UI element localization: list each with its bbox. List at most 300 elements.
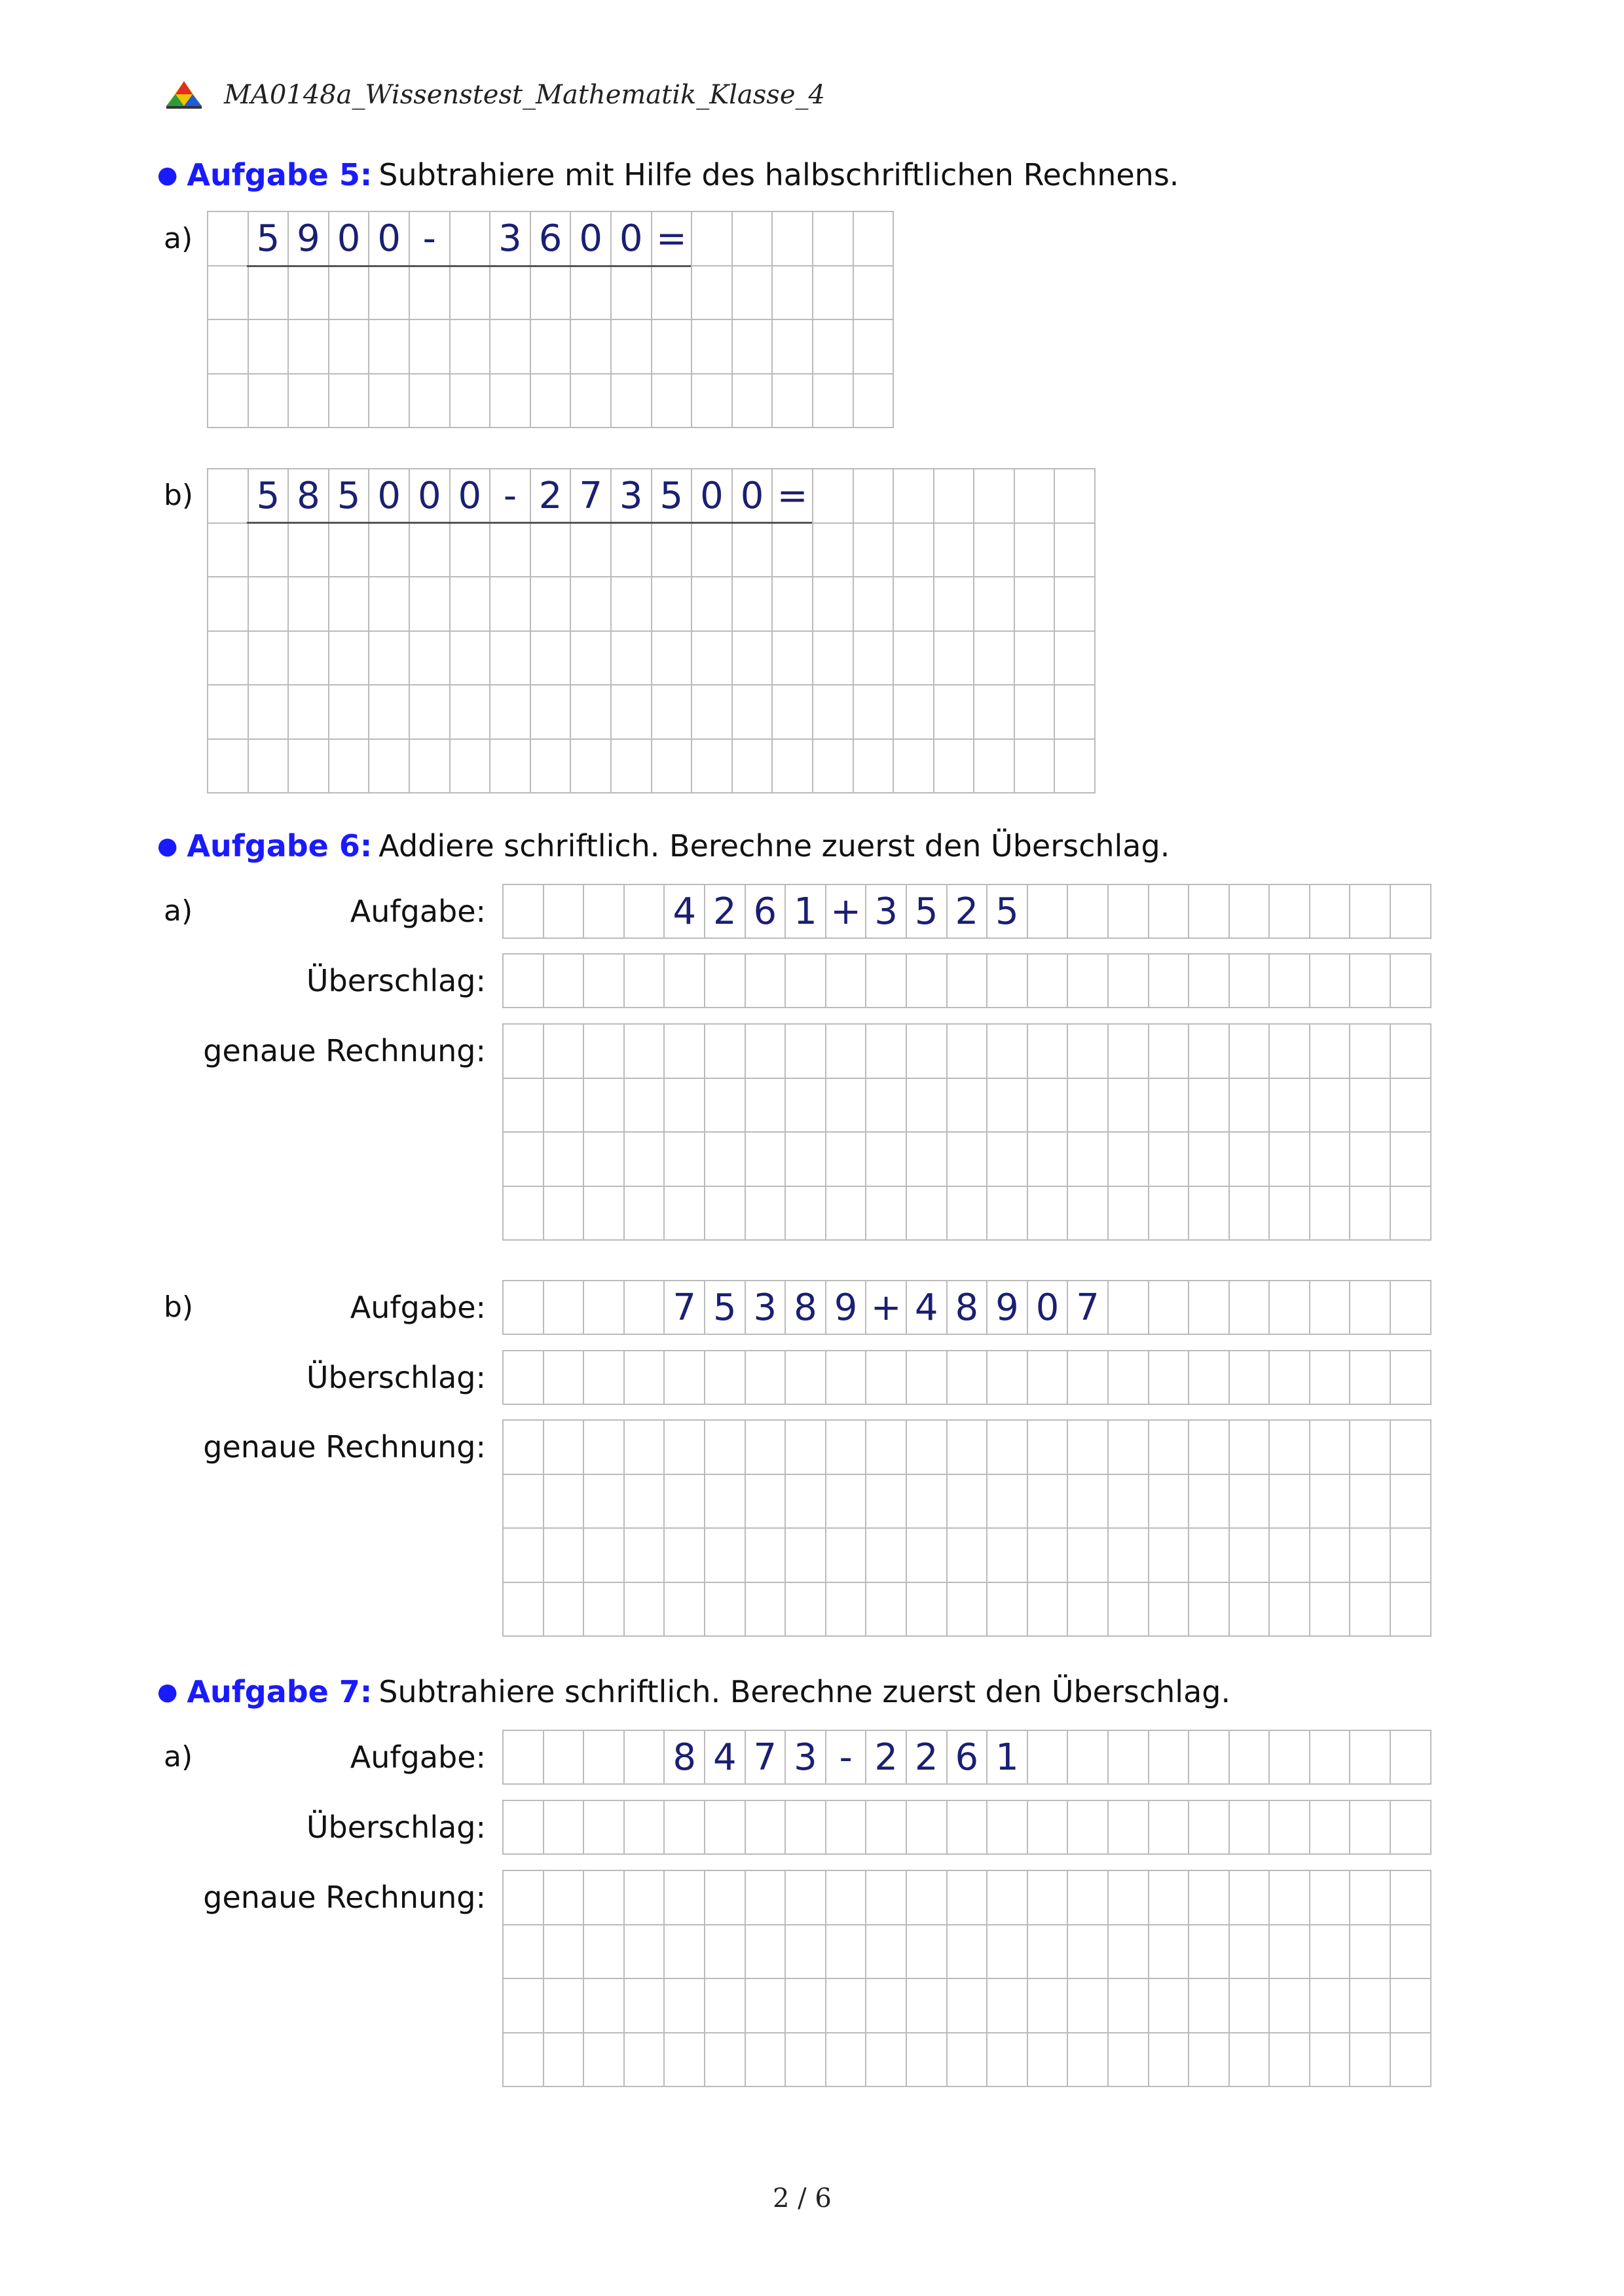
grid-cell[interactable] (504, 1133, 544, 1187)
grid-cell[interactable] (625, 2033, 665, 2088)
grid-cell[interactable] (1109, 1801, 1149, 1855)
grid-cell[interactable] (854, 524, 895, 578)
grid-cell[interactable] (1068, 1351, 1109, 1405)
grid-cell[interactable] (249, 524, 289, 578)
grid-cell[interactable]: - (826, 1731, 867, 1785)
grid-cell[interactable] (410, 632, 451, 686)
grid-cell[interactable] (1068, 885, 1109, 939)
grid-cell[interactable] (410, 685, 451, 740)
grid-cell[interactable] (826, 2033, 867, 2088)
grid-cell[interactable] (504, 1281, 544, 1335)
grid-cell[interactable] (705, 1871, 746, 1925)
grid-cell[interactable]: 0 (369, 469, 410, 524)
grid-cell[interactable] (451, 685, 491, 740)
grid-cell[interactable] (329, 740, 370, 794)
grid-cell[interactable] (1391, 1187, 1431, 1241)
grid-cell[interactable] (907, 1187, 948, 1241)
grid-cell[interactable] (625, 885, 665, 939)
grid-cell[interactable] (1068, 1475, 1109, 1529)
grid-cell[interactable] (894, 524, 934, 578)
grid-cell[interactable] (1109, 1979, 1149, 2033)
grid-cell[interactable] (866, 1421, 907, 1475)
grid-cell[interactable] (866, 1871, 907, 1925)
grid-cell[interactable] (786, 1133, 826, 1187)
grid-cell[interactable] (1270, 1925, 1310, 1980)
grid-cell[interactable] (1391, 1475, 1431, 1529)
grid-cell[interactable]: 5 (987, 885, 1028, 939)
grid-cell[interactable] (490, 577, 531, 632)
grid-cell[interactable] (1068, 1871, 1109, 1925)
grid-cell[interactable] (786, 1475, 826, 1529)
grid-cell[interactable] (612, 577, 652, 632)
grid-cell[interactable] (746, 1421, 786, 1475)
grid-cell[interactable] (504, 1025, 544, 1079)
grid-cell[interactable] (854, 740, 895, 794)
grid-cell[interactable] (866, 1801, 907, 1855)
grid-cell[interactable]: - (490, 469, 531, 524)
grid-cell[interactable] (813, 740, 854, 794)
grid-cell[interactable] (625, 955, 665, 1008)
grid-cell[interactable] (826, 1801, 867, 1855)
grid-cell[interactable] (974, 685, 1015, 740)
grid-cell[interactable] (1391, 1871, 1431, 1925)
grid-cell[interactable] (1015, 685, 1056, 740)
grid-cell[interactable]: 0 (1028, 1281, 1069, 1335)
grid-cell[interactable] (544, 955, 585, 1008)
grid-cell[interactable] (665, 1079, 705, 1133)
grid-cell[interactable] (571, 266, 612, 321)
grid-cell[interactable] (1068, 1187, 1109, 1241)
grid-cell[interactable] (410, 577, 451, 632)
grid-cell[interactable] (544, 1079, 585, 1133)
grid-cell[interactable] (813, 632, 854, 686)
grid-cell[interactable] (692, 524, 733, 578)
grid-cell[interactable] (813, 374, 854, 429)
grid-cell[interactable] (692, 212, 733, 266)
grid-cell[interactable] (948, 1979, 988, 2033)
grid-cell[interactable] (1028, 1475, 1069, 1529)
grid-cell[interactable]: 9 (826, 1281, 867, 1335)
grid-cell[interactable] (1015, 577, 1056, 632)
grid-cell[interactable] (866, 1187, 907, 1241)
grid-cell[interactable] (1310, 1801, 1351, 1855)
grid-cell[interactable] (1149, 1421, 1190, 1475)
grid-cell[interactable] (866, 1529, 907, 1583)
grid-cell[interactable] (208, 685, 249, 740)
grid-cell[interactable] (451, 266, 491, 321)
grid-cell[interactable] (705, 1187, 746, 1241)
grid-cell[interactable] (665, 1421, 705, 1475)
grid-cell[interactable] (1270, 1187, 1310, 1241)
grid-cell[interactable] (504, 1187, 544, 1241)
grid-cell[interactable] (786, 2033, 826, 2088)
grid-cell[interactable] (1028, 1801, 1069, 1855)
grid-cell[interactable] (826, 1079, 867, 1133)
grid-cell[interactable] (289, 632, 329, 686)
grid-cell[interactable] (1109, 2033, 1149, 2088)
grid-cell[interactable] (1028, 1583, 1069, 1637)
grid-cell[interactable] (773, 740, 813, 794)
grid-cell[interactable] (1109, 1187, 1149, 1241)
grid-cell[interactable] (571, 740, 612, 794)
grid-cell[interactable] (1270, 1281, 1310, 1335)
grid-cell[interactable]: 5 (329, 469, 370, 524)
grid-cell[interactable] (786, 1979, 826, 2033)
grid-cell[interactable] (773, 266, 813, 321)
grid-cell[interactable] (746, 1025, 786, 1079)
grid-cell[interactable] (773, 374, 813, 429)
grid-cell[interactable] (1230, 955, 1270, 1008)
grid-cell[interactable]: 8 (665, 1731, 705, 1785)
grid-cell[interactable] (504, 1731, 544, 1785)
grid-cell[interactable] (705, 1925, 746, 1980)
grid-cell[interactable] (625, 1529, 665, 1583)
grid-cell[interactable] (249, 266, 289, 321)
grid-cell[interactable]: 6 (531, 212, 572, 266)
grid-cell[interactable] (249, 632, 289, 686)
grid-cell[interactable]: 3 (746, 1281, 786, 1335)
grid-cell[interactable] (813, 685, 854, 740)
grid-cell[interactable] (854, 320, 895, 374)
grid-cell[interactable] (625, 1421, 665, 1475)
grid-cell[interactable] (1230, 1979, 1270, 2033)
grid-cell[interactable] (907, 1133, 948, 1187)
grid-cell[interactable] (1055, 685, 1096, 740)
grid-cell[interactable] (249, 320, 289, 374)
grid-cell[interactable] (544, 1025, 585, 1079)
grid-cell[interactable] (544, 1979, 585, 2033)
grid-cell[interactable] (1015, 524, 1056, 578)
grid-cell[interactable] (531, 374, 572, 429)
grid-cell[interactable] (1230, 1583, 1270, 1637)
grid-cell[interactable] (571, 320, 612, 374)
grid-cell[interactable]: 2 (907, 1731, 948, 1785)
grid-cell[interactable] (289, 740, 329, 794)
grid-cell[interactable] (773, 320, 813, 374)
grid-cell[interactable] (208, 374, 249, 429)
grid-cell[interactable] (652, 524, 693, 578)
grid-cell[interactable]: 2 (948, 885, 988, 939)
grid-cell[interactable] (1149, 1583, 1190, 1637)
grid-cell[interactable] (1068, 955, 1109, 1008)
grid-cell[interactable] (1189, 955, 1230, 1008)
grid-cell[interactable] (987, 1583, 1028, 1637)
grid-cell[interactable] (665, 1529, 705, 1583)
grid-cell[interactable] (571, 632, 612, 686)
grid-cell[interactable] (1391, 1731, 1431, 1785)
grid-cell[interactable]: 2 (705, 885, 746, 939)
grid-cell[interactable] (1270, 2033, 1310, 2088)
grid-cell[interactable] (584, 1475, 625, 1529)
grid-cell[interactable] (289, 320, 329, 374)
grid-cell[interactable] (1055, 524, 1096, 578)
grid-cell[interactable] (705, 1351, 746, 1405)
grid-cell[interactable] (1109, 1583, 1149, 1637)
grid-cell[interactable] (1391, 1133, 1431, 1187)
grid-cell[interactable] (584, 955, 625, 1008)
grid-cell[interactable] (571, 374, 612, 429)
grid-cell[interactable] (1149, 1925, 1190, 1980)
grid-cell[interactable] (544, 1133, 585, 1187)
grid-cell[interactable] (1028, 1133, 1069, 1187)
grid-cell[interactable] (612, 740, 652, 794)
grid-cell[interactable] (786, 1871, 826, 1925)
grid-cell[interactable] (1015, 740, 1056, 794)
grid-cell[interactable] (208, 577, 249, 632)
grid-cell[interactable] (907, 955, 948, 1008)
grid-cell[interactable] (612, 374, 652, 429)
grid-cell[interactable] (746, 1925, 786, 1980)
grid-cell[interactable] (369, 320, 410, 374)
grid-cell[interactable] (854, 266, 895, 321)
grid-cell[interactable]: 9 (289, 212, 329, 266)
grid-cell[interactable] (1028, 1025, 1069, 1079)
grid-cell[interactable] (652, 266, 693, 321)
grid-cell[interactable] (826, 1871, 867, 1925)
grid-cell[interactable] (705, 1583, 746, 1637)
grid-cell[interactable] (329, 632, 370, 686)
grid-cell[interactable] (948, 1801, 988, 1855)
grid-cell[interactable] (665, 1475, 705, 1529)
grid-cell[interactable] (1350, 1583, 1391, 1637)
grid-cell[interactable] (948, 1529, 988, 1583)
grid-cell[interactable] (813, 469, 854, 524)
grid-cell[interactable] (854, 374, 895, 429)
grid-cell[interactable] (584, 1281, 625, 1335)
grid-cell[interactable] (1189, 1025, 1230, 1079)
grid-cell[interactable] (1230, 1079, 1270, 1133)
grid-cell[interactable] (786, 1187, 826, 1241)
grid-cell[interactable] (612, 685, 652, 740)
grid-cell[interactable] (813, 577, 854, 632)
grid-cell[interactable] (625, 1133, 665, 1187)
grid-cell[interactable] (369, 740, 410, 794)
task6a-ueberschlag-grid[interactable] (502, 953, 1431, 1008)
grid-cell[interactable] (746, 1351, 786, 1405)
grid-cell[interactable] (894, 632, 934, 686)
grid-cell[interactable] (571, 577, 612, 632)
grid-cell[interactable] (1028, 885, 1069, 939)
grid-cell[interactable]: 3 (866, 885, 907, 939)
grid-cell[interactable] (1149, 1079, 1190, 1133)
grid-cell[interactable] (289, 266, 329, 321)
grid-cell[interactable]: 0 (571, 212, 612, 266)
grid-cell[interactable] (490, 374, 531, 429)
grid-cell[interactable] (410, 266, 451, 321)
grid-cell[interactable] (1230, 1925, 1270, 1980)
grid-cell[interactable] (733, 577, 773, 632)
grid-cell[interactable] (705, 1979, 746, 2033)
grid-cell[interactable] (665, 1133, 705, 1187)
grid-cell[interactable] (612, 320, 652, 374)
grid-cell[interactable] (907, 2033, 948, 2088)
grid-cell[interactable] (987, 1925, 1028, 1980)
grid-cell[interactable] (1055, 740, 1096, 794)
grid-cell[interactable] (1109, 1475, 1149, 1529)
grid-cell[interactable] (652, 632, 693, 686)
grid-cell[interactable] (987, 1801, 1028, 1855)
grid-cell[interactable]: 4 (907, 1281, 948, 1335)
task5a-grid[interactable] (207, 211, 894, 428)
grid-cell[interactable] (504, 1801, 544, 1855)
grid-cell[interactable] (531, 685, 572, 740)
grid-cell[interactable] (854, 469, 895, 524)
grid-cell[interactable] (746, 1583, 786, 1637)
grid-cell[interactable] (584, 1583, 625, 1637)
grid-cell[interactable] (786, 1925, 826, 1980)
grid-cell[interactable] (1270, 1529, 1310, 1583)
grid-cell[interactable] (826, 1529, 867, 1583)
grid-cell[interactable] (934, 740, 975, 794)
grid-cell[interactable] (1230, 1529, 1270, 1583)
grid-cell[interactable] (773, 524, 813, 578)
grid-cell[interactable] (907, 1079, 948, 1133)
grid-cell[interactable] (907, 1583, 948, 1637)
grid-cell[interactable] (490, 320, 531, 374)
grid-cell[interactable] (733, 524, 773, 578)
grid-cell[interactable] (907, 1801, 948, 1855)
grid-cell[interactable] (1068, 1979, 1109, 2033)
grid-cell[interactable] (1068, 1529, 1109, 1583)
grid-cell[interactable] (1149, 1871, 1190, 1925)
grid-cell[interactable] (329, 577, 370, 632)
grid-cell[interactable] (249, 740, 289, 794)
grid-cell[interactable] (625, 1079, 665, 1133)
grid-cell[interactable] (987, 955, 1028, 1008)
grid-cell[interactable]: 2 (531, 469, 572, 524)
grid-cell[interactable] (987, 1529, 1028, 1583)
grid-cell[interactable] (1270, 1421, 1310, 1475)
grid-cell[interactable] (1350, 1079, 1391, 1133)
grid-cell[interactable] (410, 320, 451, 374)
grid-cell[interactable] (1109, 1871, 1149, 1925)
grid-cell[interactable] (490, 740, 531, 794)
grid-cell[interactable]: 5 (652, 469, 693, 524)
grid-cell[interactable] (208, 632, 249, 686)
grid-cell[interactable] (1310, 1421, 1351, 1475)
grid-cell[interactable] (544, 885, 585, 939)
grid-cell[interactable] (329, 266, 370, 321)
grid-cell[interactable] (249, 374, 289, 429)
grid-cell[interactable] (1350, 1529, 1391, 1583)
grid-cell[interactable] (733, 632, 773, 686)
grid-cell[interactable] (866, 1079, 907, 1133)
grid-cell[interactable] (584, 1421, 625, 1475)
grid-cell[interactable] (1270, 885, 1310, 939)
grid-cell[interactable] (665, 1025, 705, 1079)
grid-cell[interactable] (1310, 1475, 1351, 1529)
grid-cell[interactable] (1391, 1979, 1431, 2033)
grid-cell[interactable] (786, 1583, 826, 1637)
grid-cell[interactable] (652, 685, 693, 740)
grid-cell[interactable]: + (866, 1281, 907, 1335)
grid-cell[interactable] (544, 1475, 585, 1529)
grid-cell[interactable] (1270, 1079, 1310, 1133)
task6b-aufgabe-grid[interactable] (502, 1280, 1431, 1335)
grid-cell[interactable] (1230, 1475, 1270, 1529)
grid-cell[interactable] (1189, 1187, 1230, 1241)
grid-cell[interactable] (329, 685, 370, 740)
grid-cell[interactable] (1230, 885, 1270, 939)
grid-cell[interactable] (1350, 1979, 1391, 2033)
grid-cell[interactable] (987, 1871, 1028, 1925)
grid-cell[interactable] (1068, 1583, 1109, 1637)
grid-cell[interactable] (746, 1079, 786, 1133)
grid-cell[interactable] (1028, 1351, 1069, 1405)
grid-cell[interactable] (584, 1133, 625, 1187)
grid-cell[interactable] (934, 685, 975, 740)
grid-cell[interactable] (948, 1583, 988, 1637)
grid-cell[interactable] (625, 1281, 665, 1335)
grid-cell[interactable] (1189, 1281, 1230, 1335)
grid-cell[interactable] (504, 955, 544, 1008)
grid-cell[interactable] (584, 1801, 625, 1855)
grid-cell[interactable] (1270, 1871, 1310, 1925)
grid-cell[interactable] (1028, 1187, 1069, 1241)
grid-cell[interactable] (1391, 1025, 1431, 1079)
grid-cell[interactable] (1270, 1801, 1310, 1855)
grid-cell[interactable] (948, 955, 988, 1008)
grid-cell[interactable] (1068, 1079, 1109, 1133)
grid-cell[interactable] (584, 1731, 625, 1785)
grid-cell[interactable] (504, 1421, 544, 1475)
grid-cell[interactable] (1109, 885, 1149, 939)
grid-cell[interactable] (733, 374, 773, 429)
grid-cell[interactable] (692, 266, 733, 321)
grid-cell[interactable] (987, 1025, 1028, 1079)
grid-cell[interactable]: 0 (451, 469, 491, 524)
grid-cell[interactable] (773, 212, 813, 266)
grid-cell[interactable] (584, 2033, 625, 2088)
grid-cell[interactable] (1310, 1281, 1351, 1335)
grid-cell[interactable] (531, 524, 572, 578)
grid-cell[interactable] (1149, 1801, 1190, 1855)
grid-cell[interactable] (1230, 1351, 1270, 1405)
grid-cell[interactable] (948, 2033, 988, 2088)
grid-cell[interactable] (1109, 1025, 1149, 1079)
grid-cell[interactable] (1189, 1133, 1230, 1187)
grid-cell[interactable] (705, 1529, 746, 1583)
task7a-aufgabe-grid[interactable] (502, 1730, 1431, 1785)
grid-cell[interactable] (249, 577, 289, 632)
grid-cell[interactable] (584, 1529, 625, 1583)
task6a-aufgabe-grid[interactable] (502, 884, 1431, 939)
grid-cell[interactable] (451, 740, 491, 794)
grid-cell[interactable] (584, 1979, 625, 2033)
grid-cell[interactable] (1310, 1583, 1351, 1637)
grid-cell[interactable] (531, 266, 572, 321)
grid-cell[interactable] (894, 685, 934, 740)
grid-cell[interactable] (1149, 2033, 1190, 2088)
grid-cell[interactable] (504, 1925, 544, 1980)
grid-cell[interactable] (907, 1529, 948, 1583)
grid-cell[interactable] (584, 1871, 625, 1925)
grid-cell[interactable] (1230, 1133, 1270, 1187)
grid-cell[interactable] (826, 1475, 867, 1529)
grid-cell[interactable] (746, 1133, 786, 1187)
grid-cell[interactable] (1350, 1281, 1391, 1335)
grid-cell[interactable] (1189, 1979, 1230, 2033)
grid-cell[interactable] (1068, 1133, 1109, 1187)
grid-cell[interactable] (1149, 1731, 1190, 1785)
grid-cell[interactable] (907, 1351, 948, 1405)
grid-cell[interactable] (866, 1133, 907, 1187)
grid-cell[interactable] (987, 1079, 1028, 1133)
grid-cell[interactable] (1350, 1187, 1391, 1241)
grid-cell[interactable] (1149, 1187, 1190, 1241)
grid-cell[interactable] (1028, 1421, 1069, 1475)
grid-cell[interactable] (625, 1925, 665, 1980)
